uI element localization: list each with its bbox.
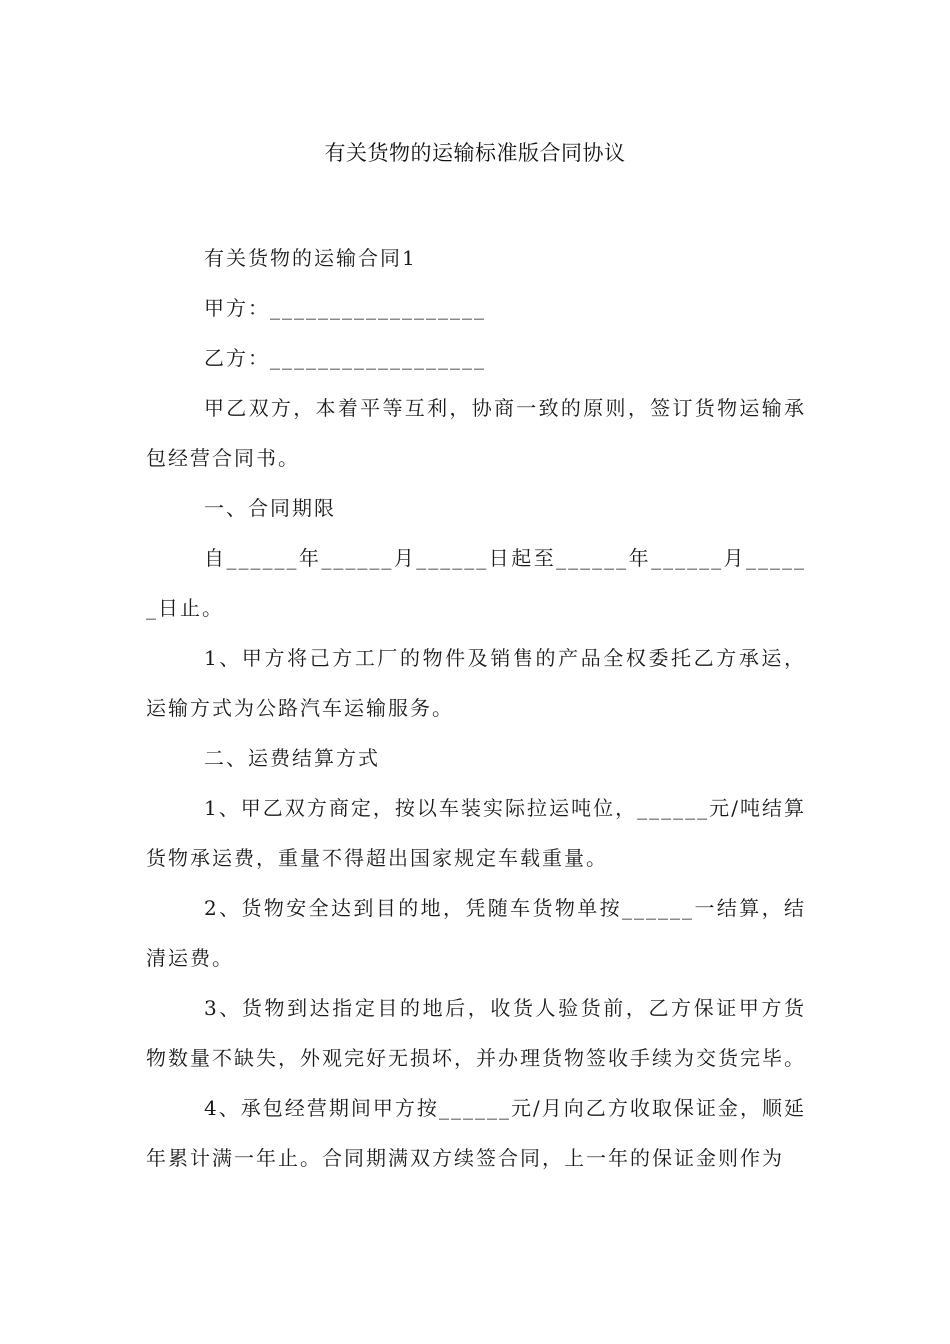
clause-2-2: 2、货物安全达到目的地，凭随车货物单按______一结算，结清运费。: [146, 896, 806, 970]
clause-2-3: 3、货物到达指定目的地后，收货人验货前，乙方保证甲方货物数量不缺失，外观完好无损坏，并办理货物签收手续为交货完毕。: [146, 996, 806, 1070]
intro-paragraph: 甲乙双方，本着平等互利，协商一致的原则，签订货物运输承包经营合同书。: [146, 396, 806, 470]
section-heading-term: 一、合同期限: [204, 496, 336, 520]
clause-1-1: 1、甲方将己方工厂的物件及销售的产品全权委托乙方承运，运输方式为公路汽车运输服务。: [146, 646, 806, 720]
party-b-line: 乙方：__________________: [204, 346, 486, 370]
document-body: [146, 233, 806, 1183]
party-a-line: 甲方：__________________: [204, 296, 486, 320]
section-heading-freight: 二、运费结算方式: [204, 746, 380, 770]
document-title: 有关货物的运输标准版合同协议: [324, 141, 626, 165]
contract-subtitle: 有关货物的运输合同1: [204, 246, 417, 270]
clause-2-1: 1、甲乙双方商定，按以车装实际拉运吨位，______元/吨结算货物承运费，重量不得超出国家规定车载重量。: [146, 796, 806, 870]
clause-2-4: 4、承包经营期间甲方按______元/月向乙方收取保证金，顺延年累计满一年止。合同期满双方续签合同，上一年的保证金则作为: [146, 1096, 806, 1170]
term-dates-paragraph: 自______年______月______日起至______年______月______日止。: [146, 546, 806, 620]
